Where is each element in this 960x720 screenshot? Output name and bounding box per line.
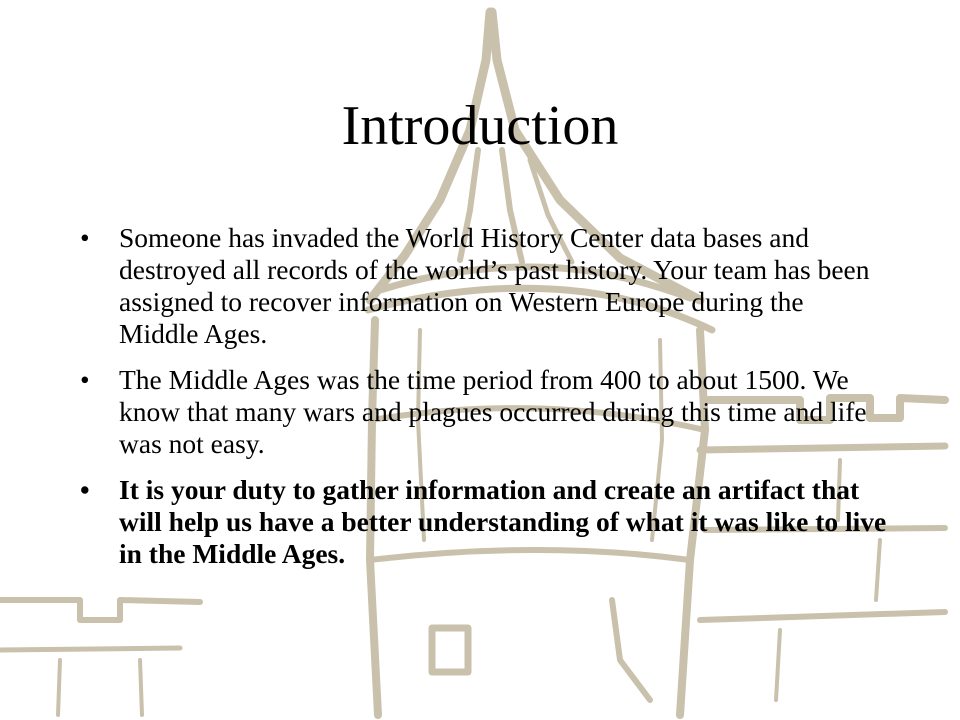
slide-title: Introduction (341, 95, 619, 157)
bullet-text: It is your duty to gather information and create an artifact that will help us have a better understanding of what it was like to live in the Middle Ages. (119, 474, 887, 569)
bullet-marker: • (80, 474, 90, 505)
bullet-item (78, 364, 888, 460)
bullet-text: Someone has invaded the World History Center data bases and destroyed all records of the world’s past history. Your team has been assigned to recover information on Western Europe during the Middle Ages. (119, 222, 870, 349)
bullet-marker: • (80, 222, 90, 253)
bullet-marker: • (80, 364, 90, 395)
bullet-text: The Middle Ages was the time period from 400 to about 1500. We know that many wars and plagues occurred during this time and life was not easy. (119, 364, 867, 459)
bullet-item (78, 474, 888, 570)
bullet-item (78, 222, 888, 350)
bullet-list (78, 222, 888, 584)
